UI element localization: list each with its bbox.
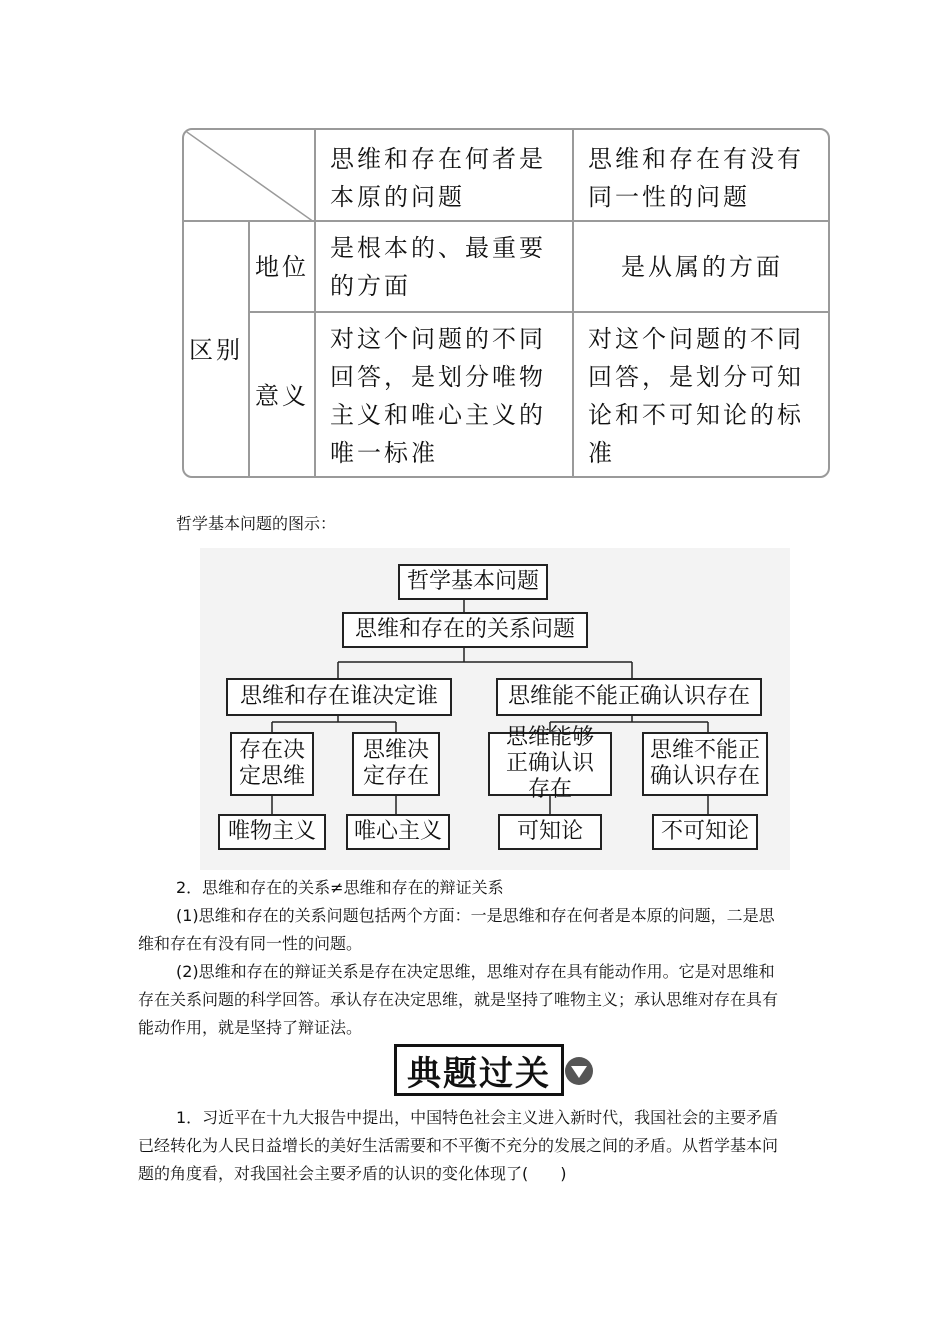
cell-status-origin: 是根本的、最重要的方面	[330, 234, 546, 300]
paragraph-1-line-2: 维和存在有没有同一性的问题。	[138, 934, 363, 953]
row-label-status: 地位	[255, 252, 309, 281]
cell-status-identity: 是从属的方面	[621, 253, 783, 281]
node-relation: 思维和存在的关系问题	[342, 612, 588, 648]
cell-meaning-origin: 对这个问题的不同回答，是划分唯物主义和唯心主义的唯一标准	[330, 325, 546, 467]
node-knowability: 可知论	[498, 814, 602, 850]
row-group-label: 区别	[189, 336, 243, 364]
paragraph-2-line-2: 存在关系问题的科学回答。承认存在决定思维，就是坚持了唯物主义；承认思维对存在具有	[138, 990, 779, 1009]
section-heading: 2．思维和存在的关系≠思维和存在的辩证关系	[176, 878, 504, 897]
column-header-origin: 思维和存在何者是本原的问题	[330, 145, 546, 211]
chevron-down-icon	[564, 1056, 594, 1086]
node-which-determines: 思维和存在谁决定谁	[226, 678, 452, 716]
column-header-identity: 思维和存在有没有同一性的问题	[588, 145, 804, 211]
comparison-table	[182, 128, 830, 478]
node-agnosticism: 不可知论	[652, 814, 758, 850]
node-materialism: 唯物主义	[218, 814, 326, 850]
diagram-caption: 哲学基本问题的图示：	[176, 514, 337, 533]
row-label-meaning: 意义	[255, 381, 309, 410]
node-existence-determines-thought: 存在决定思维	[230, 732, 314, 796]
paragraph-2-line-3: 能动作用，就是坚持了辩证法。	[138, 1018, 363, 1037]
node-root: 哲学基本问题	[398, 564, 548, 600]
philosophy-diagram	[200, 548, 790, 870]
question-1-line-2: 已经转化为人民日益增长的美好生活需要和不平衡不充分的发展之间的矛盾。从哲学基本问	[138, 1136, 779, 1155]
node-can-know: 思维能不能正确认识存在	[496, 678, 762, 716]
question-1-line-3: 题的角度看，对我国社会主要矛盾的认识的变化体现了( )	[138, 1164, 567, 1183]
question-1-line-1: 1．习近平在十九大报告中提出，中国特色社会主义进入新时代，我国社会的主要矛盾	[176, 1108, 779, 1127]
node-thought-determines-existence: 思维决定存在	[352, 732, 440, 796]
diagonal-header-line	[184, 130, 314, 222]
paragraph-2-line-1: (2)思维和存在的辩证关系是存在决定思维，思维对存在具有能动作用。它是对思维和	[176, 962, 775, 981]
cell-meaning-identity: 对这个问题的不同回答，是划分可知论和不可知论的标准	[588, 325, 804, 467]
node-can-know-existence: 思维能够正确认识存在	[488, 732, 612, 796]
section-banner: 典题过关	[394, 1044, 564, 1096]
node-cannot-know-existence: 思维不能正确认识存在	[642, 732, 768, 796]
node-idealism: 唯心主义	[346, 814, 450, 850]
paragraph-1-line-1: (1)思维和存在的关系问题包括两个方面：一是思维和存在何者是本原的问题，二是思	[176, 906, 775, 925]
